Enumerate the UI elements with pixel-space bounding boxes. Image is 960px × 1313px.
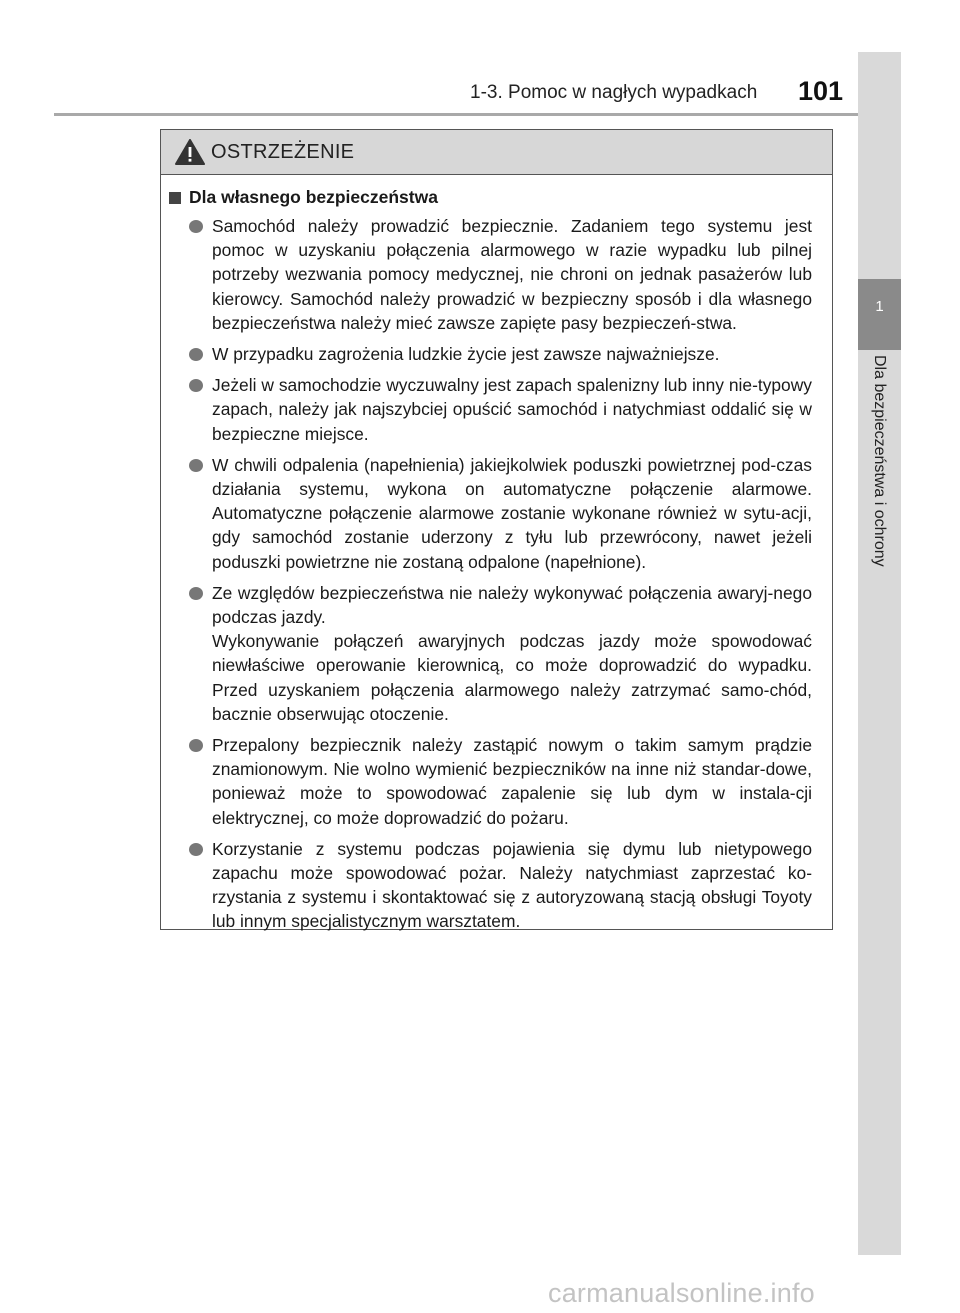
list-item — [169, 837, 812, 934]
list-item — [169, 453, 812, 574]
list-item-text — [212, 453, 812, 574]
header-rule — [54, 113, 900, 116]
list-item — [169, 342, 812, 366]
list-item-text — [212, 373, 812, 446]
list-item-paragraph: Przepalony bezpiecznik należy zastąpić nowym o takim samym prądzie znamionowym. Nie wolno wymienić bezpieczników na inne niż standar-dowe, ponieważ może to spowodować zapalenie się lub dym w instala-cji elektrycznej, co może doprowadzić do pożaru. — [212, 735, 812, 828]
warning-triangle-icon — [175, 139, 205, 165]
round-bullet-icon — [189, 459, 203, 472]
square-bullet-icon — [169, 192, 181, 204]
list-item-paragraph: W przypadku zagrożenia ludzkie życie jest zawsze najważniejsze. — [212, 344, 720, 365]
side-tab — [858, 52, 901, 1255]
warning-items-list — [169, 214, 812, 934]
list-item-paragraph: Samochód należy prowadzić bezpiecznie. Zadaniem tego systemu jest pomoc w uzyskaniu połączenia alarmowego w razie wypadku lub pilnej potrzeby wezwania pomocy medycznej, nie chroni on jednak pasażerów lub kierowcy. Samochód należy prowadzić w bezpieczny sposób i dla własnego bezpieczeństwa należy mieć zawsze zapięte pasy bezpieczeń-stwa. — [212, 216, 812, 333]
list-item-text — [212, 342, 812, 366]
list-item-paragraph: Ze względów bezpieczeństwa nie należy wykonywać połączenia awaryj-nego podczas jazdy. — [212, 582, 812, 628]
warning-title: OSTRZEŻENIE — [211, 140, 355, 163]
list-item — [169, 214, 812, 335]
section-heading — [169, 187, 812, 208]
warning-box — [160, 129, 833, 930]
header-title: 1-3. Pomoc w nagłych wypadkach — [470, 82, 758, 103]
list-item-text — [212, 214, 812, 335]
warning-header — [161, 130, 832, 175]
warning-body — [161, 175, 832, 934]
round-bullet-icon — [189, 348, 203, 361]
list-item — [169, 373, 812, 446]
list-item-paragraph: W chwili odpalenia (napełnienia) jakiejkolwiek poduszki powietrznej pod-czas działania systemu, wykona on automatyczne połączenie alarmowe. Automatyczne połączenie alarmowe zostanie wykonane również w sytu-acji, gdy samochód zostanie uderzony z tyłu lub przewrócony, nawet jeżeli poduszki powietrzne nie zostaną odpalone (napełnione). — [212, 454, 812, 572]
side-tab-chapter-number: 1 — [875, 298, 884, 315]
list-item-text — [212, 581, 812, 726]
list-item — [169, 581, 812, 726]
round-bullet-icon — [189, 220, 203, 233]
section-heading-text: Dla własnego bezpieczeństwa — [189, 187, 438, 207]
list-item-paragraph: Korzystanie z systemu podczas pojawienia się dymu lub nietypowego zapachu może spowodować pożar. Należy natychmiast zaprzestać ko-rzystania z systemu i skontaktować się z autoryzowaną stacją obsługi Toyoty lub innym specjalistycznym warsztatem. — [212, 838, 812, 932]
list-item-text — [212, 837, 812, 934]
list-item-text — [212, 733, 812, 830]
list-item-paragraph: Wykonywanie połączeń awaryjnych podczas jazdy może spowodować niewłaściwe operowanie kierownicą, co może doprowadzić do wypadku. Przed uzyskaniem połączenia alarmowego należy zatrzymać samo-chód, bacznie obserwując otoczenie. — [212, 631, 812, 724]
watermark: carmanualsonline.info — [548, 1278, 815, 1308]
side-tab-chapter-label: Dla bezpieczeństwa i ochrony — [871, 355, 888, 567]
round-bullet-icon — [189, 739, 203, 752]
round-bullet-icon — [189, 379, 203, 392]
list-item-paragraph: Jeżeli w samochodzie wyczuwalny jest zapach spalenizny lub inny nie-typowy zapach, należy jak najszybciej opuścić samochód i natychmiast oddalić się w bezpieczne miejsce. — [212, 375, 812, 444]
page-number: 101 — [798, 76, 844, 106]
round-bullet-icon — [189, 587, 203, 600]
list-item — [169, 733, 812, 830]
round-bullet-icon — [189, 843, 203, 856]
